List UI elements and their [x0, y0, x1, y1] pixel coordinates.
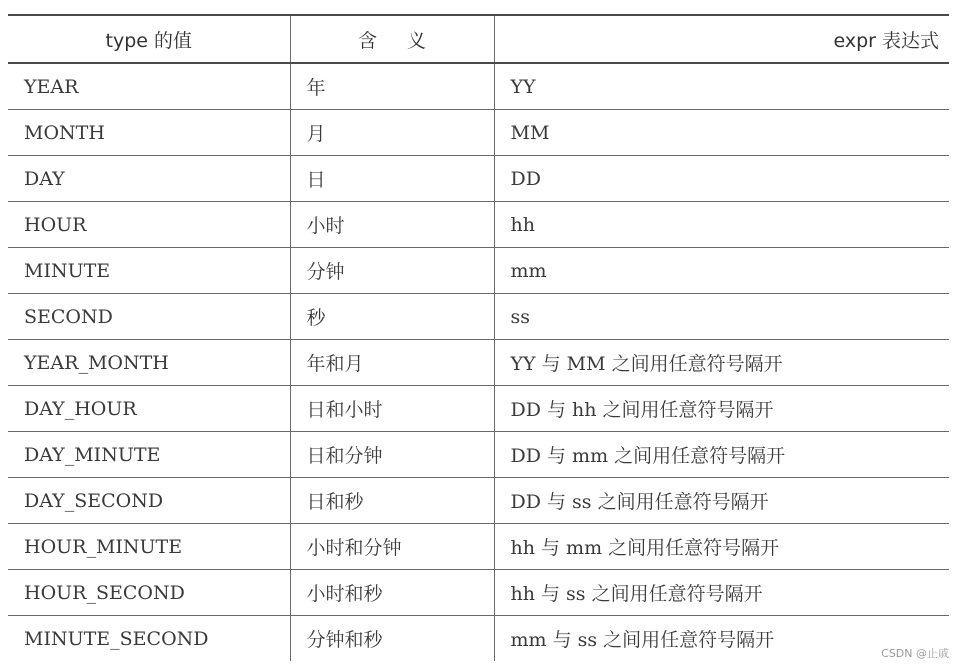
expr-cell: hh 与 ss 之间用任意符号隔开 — [494, 570, 949, 616]
type-cell: MINUTE_SECOND — [24, 627, 209, 650]
meaning-cell: 分钟和秒 — [290, 616, 494, 662]
meaning-cell: 月 — [290, 110, 494, 156]
type-cell: MINUTE — [8, 248, 290, 294]
header-type-value: type 的值 — [8, 15, 290, 63]
meaning-cell: 日和小时 — [290, 386, 494, 432]
header-meaning: 含义 — [290, 15, 494, 63]
table-row — [8, 616, 949, 662]
type-cell: DAY — [8, 156, 290, 202]
type-cell: DAY_SECOND — [8, 478, 290, 524]
interval-type-table — [8, 14, 949, 661]
meaning-cell: 年 — [290, 63, 494, 110]
type-cell: SECOND — [8, 294, 290, 340]
meaning-cell: 小时和秒 — [290, 570, 494, 616]
expr-cell: YY — [494, 63, 949, 110]
expr-cell: DD — [494, 156, 949, 202]
table-row — [8, 110, 949, 156]
meaning-cell: 小时 — [290, 202, 494, 248]
meaning-cell: 年和月 — [290, 340, 494, 386]
table-row — [8, 432, 949, 478]
meaning-cell: 日 — [290, 156, 494, 202]
table-row — [8, 570, 949, 616]
meaning-cell: 秒 — [290, 294, 494, 340]
type-cell: DAY_HOUR — [8, 386, 290, 432]
csdn-watermark: CSDN @止戚 — [881, 647, 949, 660]
table-row — [8, 524, 949, 570]
table-row — [8, 294, 949, 340]
table-header-row — [8, 15, 949, 63]
type-cell: HOUR_SECOND — [8, 570, 290, 616]
table-row — [8, 386, 949, 432]
table-row — [8, 63, 949, 110]
meaning-cell: 分钟 — [290, 248, 494, 294]
expr-cell: mm — [494, 248, 949, 294]
type-cell: HOUR_MINUTE — [8, 524, 290, 570]
type-cell: YEAR — [8, 63, 290, 110]
type-cell: YEAR_MONTH — [8, 340, 290, 386]
table-row — [8, 156, 949, 202]
table-row — [8, 340, 949, 386]
table-row — [8, 202, 949, 248]
expr-cell: ss — [494, 294, 949, 340]
expr-cell: DD 与 ss 之间用任意符号隔开 — [494, 478, 949, 524]
expr-cell: DD 与 hh 之间用任意符号隔开 — [494, 386, 949, 432]
meaning-cell: 小时和分钟 — [290, 524, 494, 570]
meaning-cell: 日和分钟 — [290, 432, 494, 478]
expr-cell: hh 与 mm 之间用任意符号隔开 — [494, 524, 949, 570]
table-row — [8, 248, 949, 294]
header-expr: expr 表达式 — [494, 15, 949, 63]
meaning-cell: 日和秒 — [290, 478, 494, 524]
table-row — [8, 478, 949, 524]
expr-cell: mm 与 ss 之间用任意符号隔开 — [494, 616, 949, 662]
expr-cell: MM — [494, 110, 949, 156]
expr-cell: DD 与 mm 之间用任意符号隔开 — [494, 432, 949, 478]
type-cell: DAY_MINUTE — [8, 432, 290, 478]
type-cell: MONTH — [8, 110, 290, 156]
type-cell: HOUR — [8, 202, 290, 248]
expr-cell: YY 与 MM 之间用任意符号隔开 — [494, 340, 949, 386]
expr-cell: hh — [494, 202, 949, 248]
